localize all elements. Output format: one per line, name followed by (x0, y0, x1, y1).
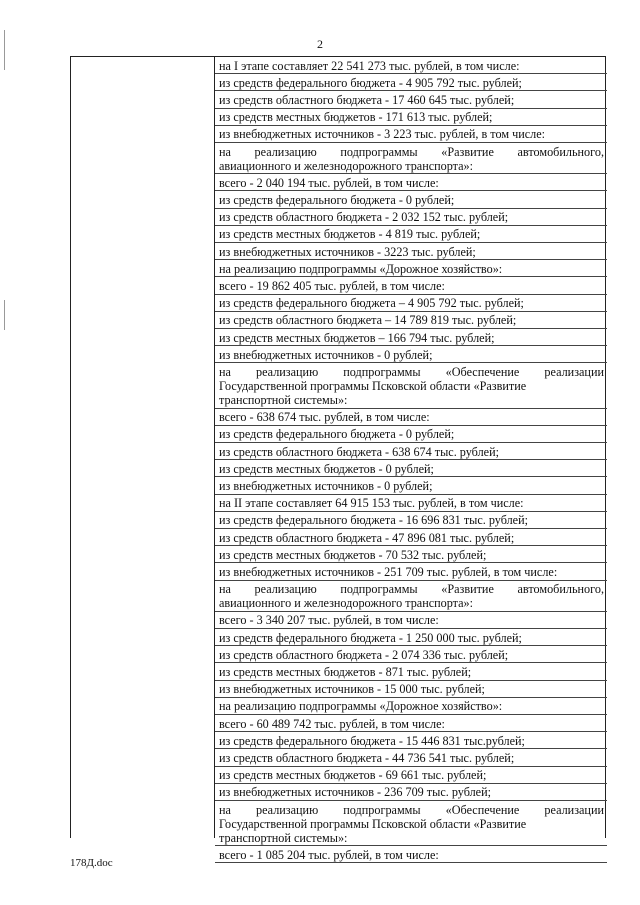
table-row: всего - 1 085 204 тыс. рублей, в том числе: (215, 846, 607, 863)
table-row: из средств местных бюджетов - 4 819 тыс. рублей; (215, 226, 607, 243)
table-row-line: на реализацию подпрограммы «Развитие автомобильного, (219, 582, 604, 597)
table-row: из средств местных бюджетов – 166 794 тыс. рублей; (215, 329, 607, 346)
table-row: из внебюджетных источников - 236 709 тыс. рублей; (215, 784, 607, 801)
table-row: из средств областного бюджета - 638 674 тыс. рублей; (215, 443, 607, 460)
table-row: из средств федерального бюджета – 4 905 792 тыс. рублей; (215, 295, 607, 312)
table-row: из средств местных бюджетов - 871 тыс. рублей; (215, 663, 607, 680)
table-row: всего - 2 040 194 тыс. рублей, в том числе: (215, 174, 607, 191)
table-row: из средств федерального бюджета - 0 рублей; (215, 426, 607, 443)
table-left-column (71, 57, 215, 838)
scan-edge-mark (4, 300, 5, 330)
table-row (215, 363, 607, 408)
scan-edge-mark (4, 30, 5, 70)
table-row-line: на реализацию подпрограммы «Развитие автомобильного, (219, 144, 604, 159)
funding-table (70, 56, 606, 862)
table-row: из средств местных бюджетов - 70 532 тыс. рублей; (215, 546, 607, 563)
table-row: из средств федерального бюджета - 1 250 000 тыс. рублей; (215, 629, 607, 646)
table-row: из средств федерального бюджета - 0 рублей; (215, 191, 607, 208)
table-row-line: на реализацию подпрограммы «Обеспечение реализации (219, 802, 604, 817)
table-row: всего - 3 340 207 тыс. рублей, в том числе: (215, 612, 607, 629)
table-row: из средств областного бюджета - 2 074 336 тыс. рублей; (215, 646, 607, 663)
table-row: из средств областного бюджета - 44 736 541 тыс. рублей; (215, 749, 607, 766)
table-row-line: Государственной программы Псковской области «Развитие (219, 816, 527, 831)
table-row-line: транспортной системы»: (219, 392, 348, 407)
table-row-line: Государственной программы Псковской области «Развитие (219, 378, 527, 393)
table-row-line: авиационного и железнодорожного транспорта»: (219, 596, 474, 611)
table-row: из средств местных бюджетов - 69 661 тыс. рублей; (215, 767, 607, 784)
table-row: из средств областного бюджета – 14 789 819 тыс. рублей; (215, 312, 607, 329)
table-row: на реализацию подпрограммы «Дорожное хозяйство»: (215, 698, 607, 715)
table-row: из средств местных бюджетов - 0 рублей; (215, 460, 607, 477)
table-row-line: транспортной системы»: (219, 830, 348, 845)
table-row-line: на реализацию подпрограммы «Обеспечение реализации (219, 364, 604, 379)
table-row: на реализацию подпрограммы «Дорожное хозяйство»: (215, 260, 607, 277)
file-name-footer: 178Д.doc (70, 857, 113, 869)
table-row: из средств областного бюджета - 17 460 645 тыс. рублей; (215, 91, 607, 108)
table-row: из внебюджетных источников - 3 223 тыс. рублей, в том числе: (215, 126, 607, 143)
table-row (215, 143, 607, 174)
table-row: из средств федерального бюджета - 15 446 831 тыс.рублей; (215, 732, 607, 749)
table-row: из внебюджетных источников - 3223 тыс. рублей; (215, 243, 607, 260)
table-right-column (215, 57, 607, 862)
table-row: всего - 638 674 тыс. рублей, в том числе: (215, 409, 607, 426)
table-row (215, 581, 607, 612)
table-row: из средств областного бюджета - 2 032 152 тыс. рублей; (215, 209, 607, 226)
table-row: из внебюджетных источников - 0 рублей; (215, 346, 607, 363)
table-row: из средств областного бюджета - 47 896 081 тыс. рублей; (215, 529, 607, 546)
table-row: из внебюджетных источников - 0 рублей; (215, 477, 607, 494)
table-row: всего - 19 862 405 тыс. рублей, в том числе: (215, 277, 607, 294)
table-row-line: авиационного и железнодорожного транспорта»: (219, 158, 474, 173)
table-row: из внебюджетных источников - 251 709 тыс. рублей, в том числе: (215, 563, 607, 580)
table-row: на II этапе составляет 64 915 153 тыс. рублей, в том числе: (215, 495, 607, 512)
table-row: из средств федерального бюджета - 16 696 831 тыс. рублей; (215, 512, 607, 529)
page-number: 2 (317, 37, 323, 51)
table-row: на I этапе составляет 22 541 273 тыс. рублей, в том числе: (215, 57, 607, 74)
table-row (215, 801, 607, 846)
table-row: из средств федерального бюджета - 4 905 792 тыс. рублей; (215, 74, 607, 91)
table-row: из средств местных бюджетов - 171 613 тыс. рублей; (215, 109, 607, 126)
table-row: всего - 60 489 742 тыс. рублей, в том числе: (215, 715, 607, 732)
table-row: из внебюджетных источников - 15 000 тыс. рублей; (215, 681, 607, 698)
